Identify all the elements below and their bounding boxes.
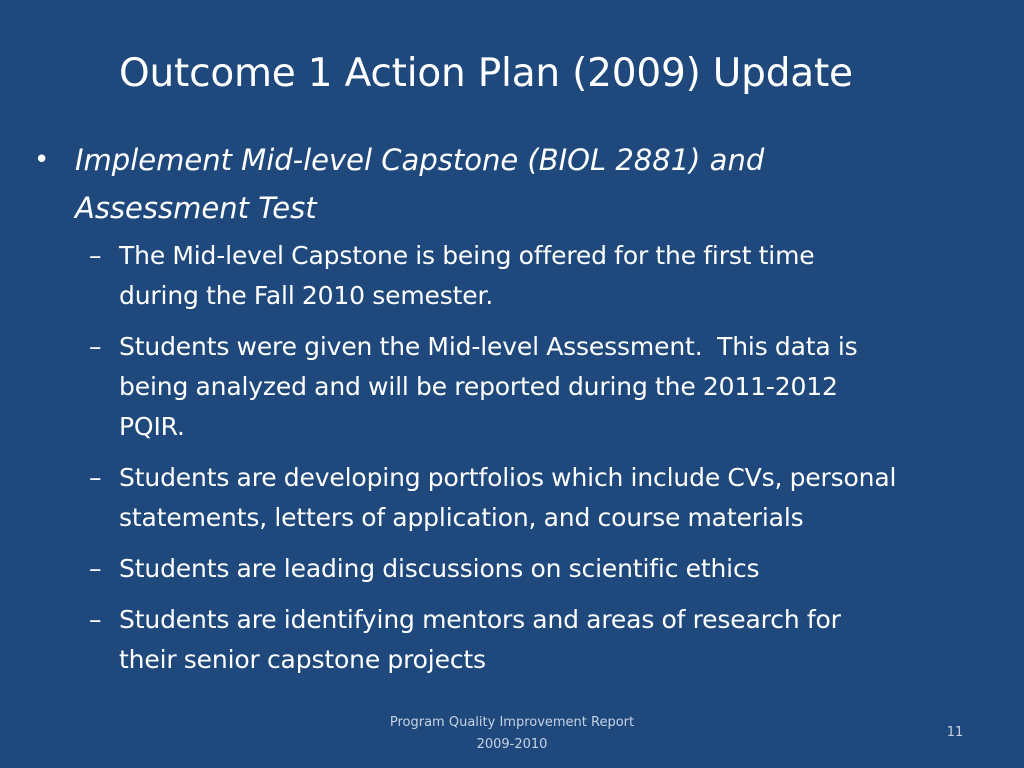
dash-marker: – xyxy=(89,332,102,361)
bullet-marker: • xyxy=(34,145,50,175)
sub-bullet-ethics xyxy=(89,549,1000,589)
sub-bullet-assessment xyxy=(89,327,1000,447)
main-bullet-line-2: Assessment Test xyxy=(75,191,317,225)
sub-bullet-line: during the Fall 2010 semester. xyxy=(119,281,494,310)
footer-text xyxy=(362,712,662,756)
dash-marker: – xyxy=(89,463,102,492)
sub-bullet-line: The Mid-level Capstone is being offered for the first time xyxy=(119,241,815,270)
sub-bullet-line: Students are identifying mentors and areas of research for xyxy=(119,605,841,634)
sub-bullet-line: Students are leading discussions on scientific ethics xyxy=(119,554,760,583)
sub-bullet-mentors xyxy=(89,600,1000,680)
main-bullet xyxy=(30,136,1000,232)
slide-content xyxy=(30,136,1000,691)
slide-title: Outcome 1 Action Plan (2009) Update xyxy=(119,51,853,96)
sub-bullet-line: Students were given the Mid-level Assessment. This data is xyxy=(119,332,858,361)
footer-line-1: Program Quality Improvement Report xyxy=(389,715,635,730)
footer-line-2: 2009-2010 xyxy=(476,737,548,752)
sub-bullet-line: their senior capstone projects xyxy=(119,645,486,674)
page-number: 11 xyxy=(946,725,964,740)
sub-bullet-line: statements, letters of application, and course materials xyxy=(119,503,804,532)
sub-bullet-line: Students are developing portfolios which include CVs, personal xyxy=(119,463,897,492)
sub-bullet-list xyxy=(89,236,1000,680)
dash-marker: – xyxy=(89,605,102,634)
sub-bullet-capstone-offered xyxy=(89,236,1000,316)
sub-bullet-line: PQIR. xyxy=(119,412,185,441)
main-bullet-line-1: Implement Mid-level Capstone (BIOL 2881) and xyxy=(75,143,765,177)
dash-marker: – xyxy=(89,554,102,583)
dash-marker: – xyxy=(89,241,102,270)
sub-bullet-line: being analyzed and will be reported during the 2011-2012 xyxy=(119,372,838,401)
sub-bullet-portfolios xyxy=(89,458,1000,538)
